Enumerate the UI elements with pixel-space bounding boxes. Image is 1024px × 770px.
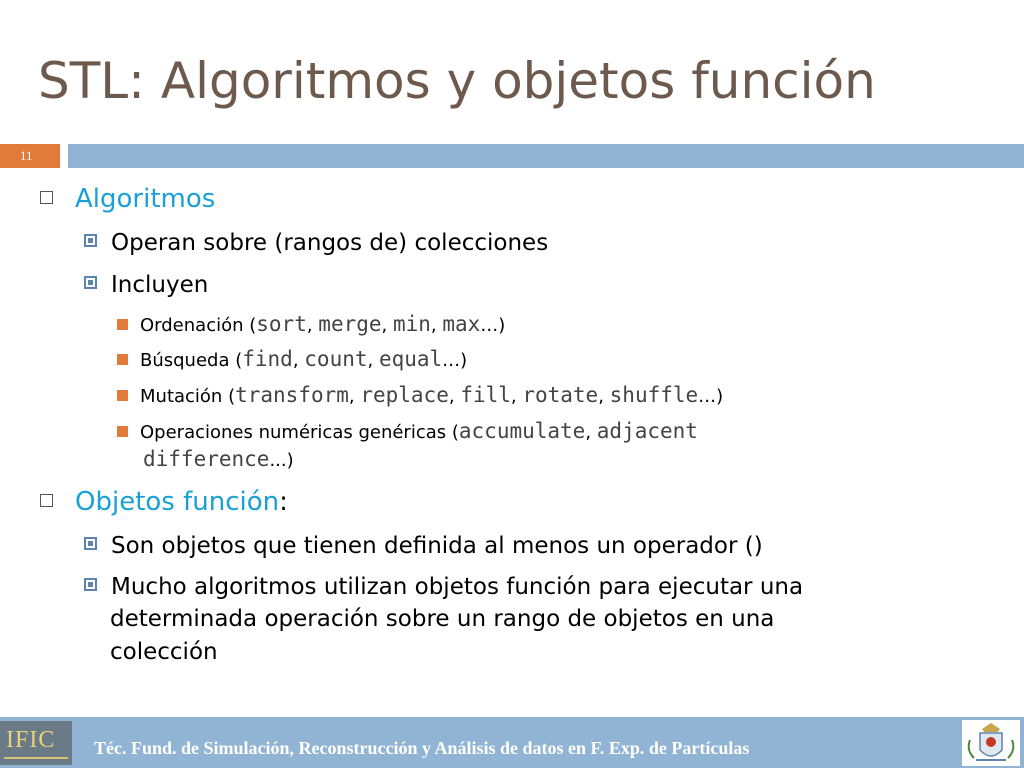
bullet-son-objetos bbox=[84, 533, 763, 559]
code-min: min bbox=[392, 312, 431, 336]
code-rotate: rotate bbox=[522, 383, 599, 407]
bullet-text-line3: colección bbox=[110, 639, 218, 665]
bullet-end: …) bbox=[442, 350, 468, 371]
ific-logo bbox=[0, 721, 72, 765]
bullet-label: Búsqueda ( bbox=[140, 350, 243, 371]
code-transform: transform bbox=[235, 383, 349, 407]
bullet-label: Operaciones numéricas genéricas ( bbox=[140, 422, 459, 443]
logo-underline bbox=[4, 757, 68, 759]
filled-square-bullet-icon bbox=[117, 319, 128, 330]
bullet-objetos-funcion bbox=[40, 487, 288, 517]
bullet-end: …) bbox=[698, 386, 724, 407]
bullet-incluyen bbox=[84, 272, 208, 298]
university-seal-icon bbox=[962, 720, 1020, 766]
code-equal: equal bbox=[378, 347, 443, 371]
bullet-text: Son objetos que tienen definida al menos un operador () bbox=[111, 533, 763, 559]
bullet-mucho-algoritmos bbox=[84, 574, 803, 600]
bullet-ordenacion: Ordenación (sort, merge, min, max…) bbox=[117, 312, 505, 336]
bullet-text-line2: determinada operación sobre un rango de objetos en una bbox=[110, 606, 775, 632]
bullet-text: Operan sobre (rangos de) colecciones bbox=[111, 230, 549, 256]
code-adjacent: adjacent bbox=[596, 419, 698, 443]
bullet-label: Mutación ( bbox=[140, 386, 236, 407]
square-bullet-icon bbox=[84, 537, 97, 550]
heading-colon: : bbox=[279, 487, 288, 517]
filled-square-bullet-icon bbox=[117, 354, 128, 365]
slide-title: STL: Algoritmos y objetos función bbox=[38, 52, 876, 110]
heading-algoritmos: Algoritmos bbox=[75, 184, 216, 214]
square-bullet-icon bbox=[84, 578, 97, 591]
filled-square-bullet-icon bbox=[117, 426, 128, 437]
bullet-end: …) bbox=[480, 315, 506, 336]
code-find: find bbox=[242, 347, 293, 371]
logo-text: IFIC bbox=[6, 727, 56, 753]
code-count: count bbox=[304, 347, 368, 371]
code-accumulate: accumulate bbox=[458, 419, 586, 443]
bullet-text: Mucho algoritmos utilizan objetos función para ejecutar una bbox=[111, 574, 804, 600]
seal-icon bbox=[962, 720, 1020, 766]
bullet-text: Incluyen bbox=[111, 272, 209, 298]
bullet-end: ...) bbox=[269, 450, 294, 471]
hollow-square-bullet-icon bbox=[40, 494, 53, 507]
code-difference: difference bbox=[143, 447, 270, 471]
slide-number: 11 bbox=[20, 148, 33, 163]
footer-text: Téc. Fund. de Simulación, Reconstrucción y Análisis de datos en F. Exp. de Partículas bbox=[94, 738, 750, 758]
bullet-numericas: Operaciones numéricas genéricas (accumulate, adjacent bbox=[117, 419, 698, 443]
bullet-mutacion: Mutación (transform, replace, fill, rotate, shuffle…) bbox=[117, 383, 723, 407]
bullet-busqueda: Búsqueda (find, count, equal…) bbox=[117, 347, 467, 371]
bullet-operan bbox=[84, 230, 548, 256]
code-max: max bbox=[442, 312, 481, 336]
bullet-numericas-cont bbox=[143, 447, 294, 471]
code-merge: merge bbox=[318, 312, 382, 336]
code-sort: sort bbox=[256, 312, 307, 336]
code-fill: fill bbox=[460, 383, 511, 407]
title-band bbox=[68, 144, 1024, 168]
code-replace: replace bbox=[360, 383, 449, 407]
square-bullet-icon bbox=[84, 276, 97, 289]
filled-square-bullet-icon bbox=[117, 390, 128, 401]
bullet-label: Ordenación ( bbox=[140, 315, 257, 336]
bullet-algoritmos bbox=[40, 184, 215, 214]
code-shuffle: shuffle bbox=[609, 383, 699, 407]
heading-objetos-funcion: Objetos función bbox=[75, 487, 280, 517]
square-bullet-icon bbox=[84, 234, 97, 247]
hollow-square-bullet-icon bbox=[40, 191, 53, 204]
